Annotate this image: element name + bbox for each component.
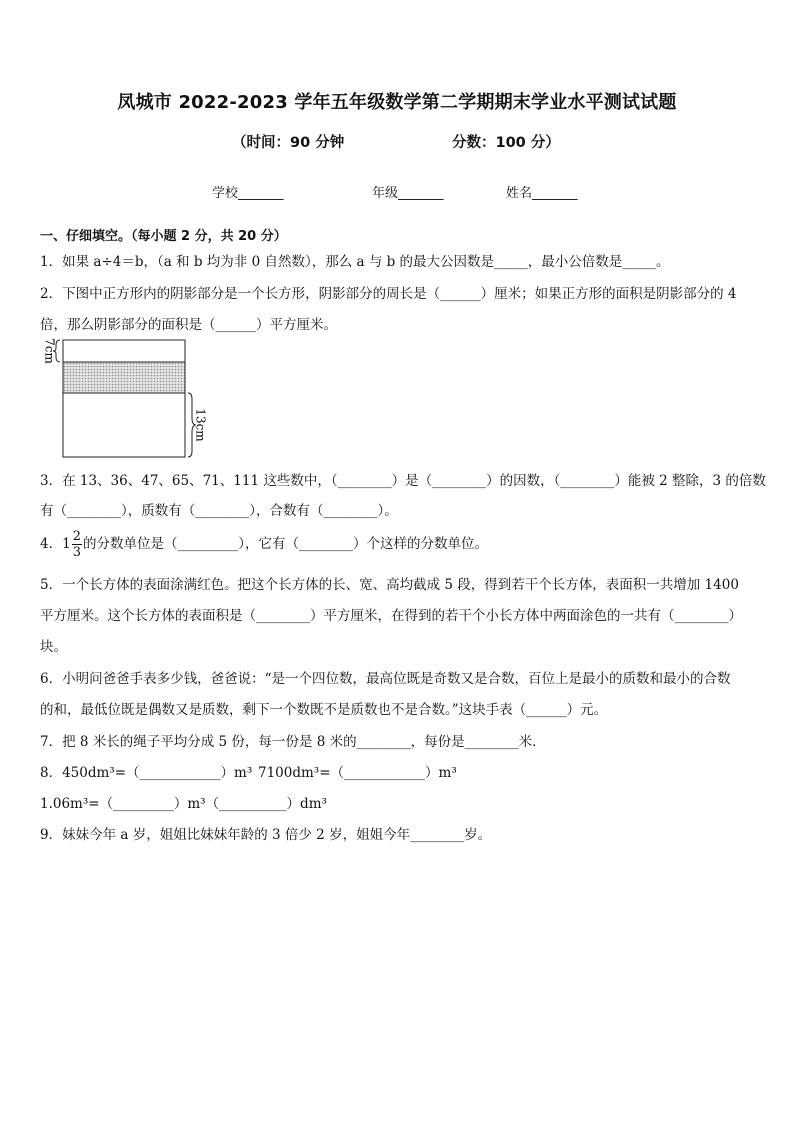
question-5-line3: 块。 (40, 639, 67, 655)
question-4 (40, 527, 488, 561)
question-8-part1: 8．450dm³=（____________）m³ (40, 765, 253, 781)
square-figure (30, 335, 220, 460)
question-3-line2: 有（________），质数有（________），合数有（________）。 (40, 503, 398, 519)
question-7: 7．把 8 米长的绳子平均分成 5 份，每一份是 8 米的________，每份是________米． (40, 734, 546, 750)
question-9: 9．妹妹今年 a 岁，姐姐比妹妹年龄的 3 倍少 2 岁，姐姐今年________岁。 (40, 827, 492, 843)
question-5-line2: 平方厘米。这个长方体的表面积是（________）平方厘米，在得到的若干个小长方体中两面涂色的一共有（________） (40, 608, 742, 624)
mixed-number-whole: 1 (62, 536, 71, 552)
question-2-line2: 倍，那么阴影部分的面积是（______）平方厘米。 (40, 317, 337, 333)
grade-field: 年级_______ (372, 186, 444, 201)
fraction-denominator: 3 (72, 545, 81, 560)
fraction (72, 529, 82, 560)
question-4-prefix: 4． (40, 536, 63, 552)
fraction-numerator: 2 (72, 529, 81, 544)
school-field: 学校_______ (212, 186, 284, 201)
label-7cm: 7cm (42, 338, 57, 364)
question-8-part2: 7100dm³=（____________）m³ (258, 765, 457, 781)
label-13cm: 13cm (193, 408, 208, 442)
question-3-line1: 3．在 13、36、47、65、71、111 这些数中，（________）是（________）的因数，（________）能被 2 整除，3 的倍数 (40, 473, 766, 489)
question-4-text: 的分数单位是（_________），它有（________）个这样的分数单位。 (82, 536, 488, 552)
section-heading: 一、仔细填空。（每小题 2 分，共 20 分） (40, 229, 287, 244)
page-title: 凤城市 2022-2023 学年五年级数学第二学期期末学业水平测试试题 (117, 92, 677, 113)
question-6-line1: 6．小明问爸爸手表多少钱，爸爸说：“是一个四位数，最高位既是奇数又是合数，百位上是最小的质数和最小的合数 (40, 671, 731, 687)
name-field: 姓名_______ (506, 186, 578, 201)
exam-time: （时间：90 分钟 (232, 135, 345, 151)
square-outline (63, 340, 185, 457)
question-2-line1: 2．下图中正方形内的阴影部分是一个长方形，阴影部分的周长是（______）厘米；如果正方形的面积是阴影部分的 4 (40, 286, 737, 302)
question-8-line2: 1.06m³=（_________）m³（__________）dm³ (40, 796, 327, 812)
question-5-line1: 5．一个长方体的表面涂满红色。把这个长方体的长、宽、高均截成 5 段，得到若干个长方体，表面积一共增加 1400 (40, 577, 739, 593)
question-6-line2: 的和，最低位既是偶数又是质数，剩下一个数既不是质数也不是合数。”这块手表（______）元。 (40, 702, 608, 718)
question-1: 1．如果 a÷4＝b，（a 和 b 均为非 0 自然数），那么 a 与 b 的最大公因数是_____，最小公倍数是_____。 (40, 254, 670, 270)
shaded-rectangle (63, 362, 185, 393)
exam-score: 分数：100 分） (452, 135, 560, 151)
